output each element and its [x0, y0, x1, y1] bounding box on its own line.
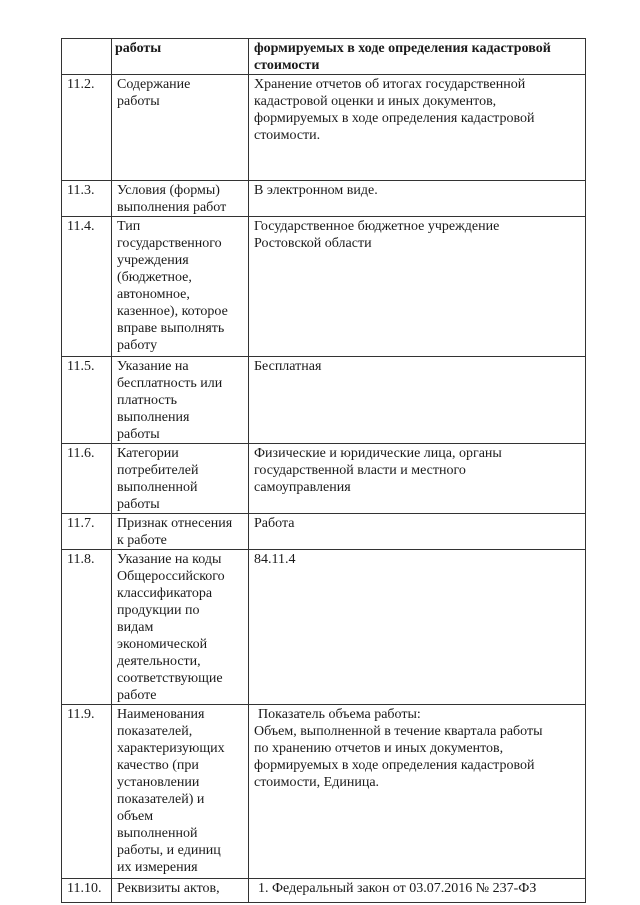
header-value-text: формируемых в ходе определения кадастровой стоимости: [254, 41, 551, 73]
header-name-text: работы: [115, 41, 162, 56]
row-value-text: 84.11.4: [254, 552, 296, 567]
row-number: 11.9.: [62, 705, 112, 879]
row-name-text: Условия (формы) выполнения работ: [117, 183, 227, 215]
row-name-cell: [112, 444, 249, 514]
header-value-cell: [249, 39, 586, 75]
row-number: 11.7.: [62, 514, 112, 550]
row-name-cell: [112, 879, 249, 903]
header-number-cell: [62, 39, 112, 75]
row-value-text: Государственное бюджетное учреждение Ростовской области: [254, 219, 500, 251]
row-name-cell: [112, 357, 249, 444]
row-value-cell: [249, 217, 586, 357]
row-name-cell: [112, 217, 249, 357]
table-row: [62, 550, 586, 705]
row-value-text: Хранение отчетов об итогах государственной кадастровой оценки и иных документов, формируемых в ходе определения кадастровой стоимости.: [254, 77, 535, 143]
row-value-text: 1. Федеральный закон от 03.07.2016 № 237-ФЗ: [258, 881, 537, 896]
row-name-cell: [112, 550, 249, 705]
table-row: [62, 181, 586, 217]
row-number: 11.2.: [62, 75, 112, 181]
row-number: 11.8.: [62, 550, 112, 705]
table-row: [62, 879, 586, 903]
row-number: 11.5.: [62, 357, 112, 444]
row-name-text: Реквизиты актов,: [117, 881, 220, 896]
row-name-text: Категории потребителей выполненной работы: [117, 446, 199, 512]
row-number: 11.3.: [62, 181, 112, 217]
table-row: [62, 357, 586, 444]
row-value-text: Физические и юридические лица, органы государственной власти и местного самоуправления: [254, 446, 502, 495]
row-value-cell: [249, 550, 586, 705]
row-name-cell: [112, 75, 249, 181]
row-name-cell: [112, 514, 249, 550]
table-row: [62, 705, 586, 879]
row-value-cell: [249, 879, 586, 903]
row-name-text: Наименования показателей, характеризующих качество (при установлении показателей) и объем выполненной работы, и единиц их измерения: [117, 707, 225, 875]
row-number: 11.4.: [62, 217, 112, 357]
table-row: [62, 75, 586, 181]
row-name-text: Тип государственного учреждения (бюджетное, автономное, казенное), которое вправе выполнять работу: [117, 219, 228, 353]
row-name-cell: [112, 181, 249, 217]
row-name-cell: [112, 705, 249, 879]
row-number: 11.6.: [62, 444, 112, 514]
table-header-row: [62, 39, 586, 75]
table-row: [62, 444, 586, 514]
row-value-text: Показатель объема работы: Объем, выполненной в течение квартала работы по хранению отчетов и иных документов, формируемых в ходе определения кадастровой стоимости, Единица.: [254, 707, 543, 790]
row-name-text: Признак отнесения к работе: [117, 516, 233, 548]
row-name-text: Указание на коды Общероссийского классификатора продукции по видам экономической деятельности, соответствующие работе: [117, 552, 225, 703]
row-value-text: Бесплатная: [254, 359, 322, 374]
table-row: [62, 514, 586, 550]
header-name-cell: [112, 39, 249, 75]
row-value-cell: [249, 705, 586, 879]
row-name-text: Содержание работы: [117, 77, 191, 109]
row-value-cell: [249, 357, 586, 444]
row-value-text: Работа: [254, 516, 295, 531]
table-row: [62, 217, 586, 357]
row-name-text: Указание на бесплатность или платность выполнения работы: [117, 359, 223, 442]
row-value-text: В электронном виде.: [254, 183, 378, 198]
row-value-cell: [249, 181, 586, 217]
row-number: 11.10.: [62, 879, 112, 903]
row-value-cell: [249, 514, 586, 550]
work-description-table: [61, 38, 586, 903]
row-value-cell: [249, 444, 586, 514]
row-value-cell: [249, 75, 586, 181]
